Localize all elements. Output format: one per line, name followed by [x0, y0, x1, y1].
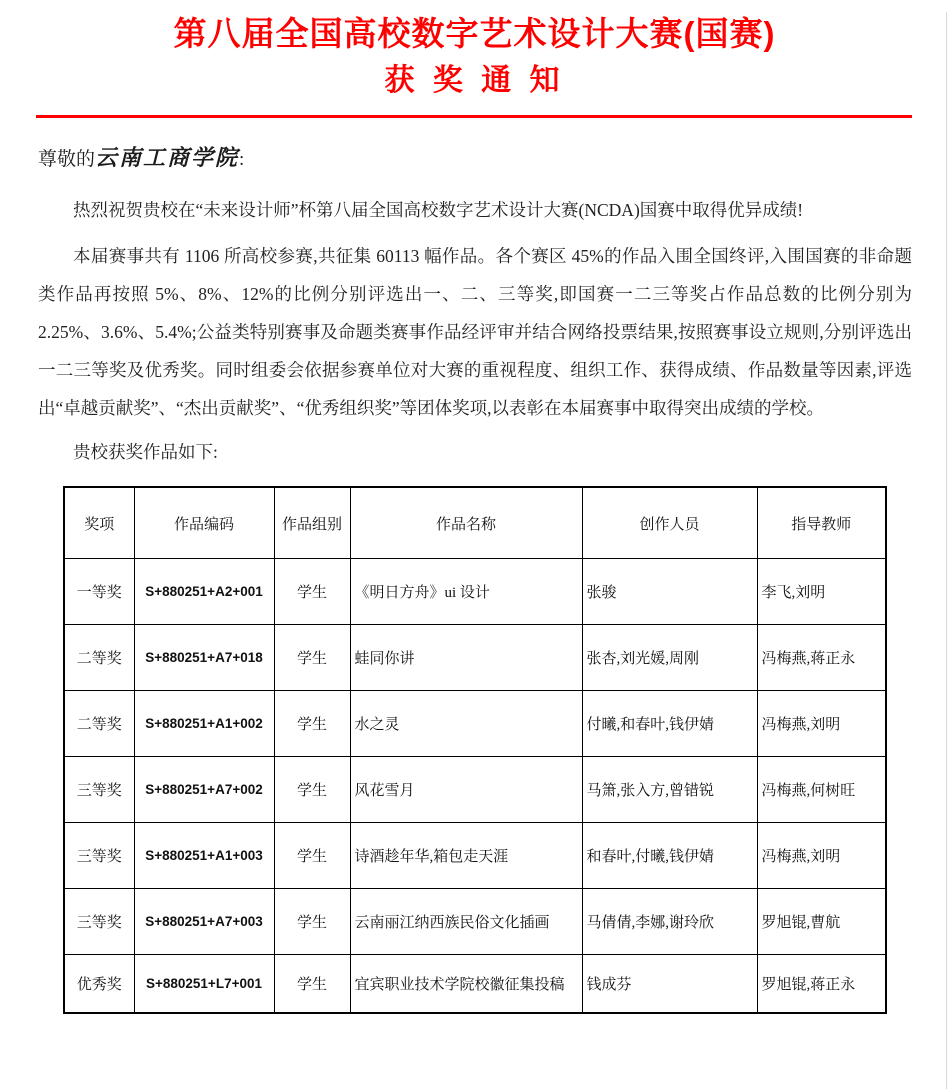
notice-subtitle: 获 奖 通 知	[384, 64, 565, 97]
code-cell: S+880251+A1+002	[134, 691, 274, 757]
award-cell: 一等奖	[64, 559, 134, 625]
competition-stats-paragraph: 本届赛事共有 1106 所高校参赛,共征集 60113 幅作品。各个赛区 45%的作品入围全国终评,入围国赛的非命题类作品再按照 5%、8%、12%的比例分别评选出一、二、三等奖,即国赛一二三等奖占作品总数的比例分别为 2.25%、3.6%、5.4%;公益类特别赛事及命题类赛事作品经评审并结合网络投票结果,按照赛事设立规则,分别评选出一二三等奖及优秀奖。同时组委会依据参赛单位对大赛的重视程度、组织工作、获得成绩、作品数量等因素,评选出“卓越贡献奖”、“杰出贡献奖”、“优秀组织奖”等团体奖项,以表彰在本届赛事中取得突出成绩的学校。	[38, 246, 912, 418]
table-row	[64, 691, 886, 757]
creators-cell: 马箫,张入方,曾错锐	[582, 757, 757, 823]
award-cell: 优秀奖	[64, 955, 134, 1013]
award-cell: 二等奖	[64, 625, 134, 691]
teachers-cell: 罗旭锟,曹航	[757, 889, 886, 955]
teachers-cell: 冯梅燕,何树旺	[757, 757, 886, 823]
table-header-row	[64, 487, 886, 559]
work-title-cell: 云南丽江纳西族民俗文化插画	[350, 889, 582, 955]
table-row	[64, 889, 886, 955]
work-title-cell: 《明日方舟》ui 设计	[350, 559, 582, 625]
teachers-cell: 冯梅燕,刘明	[757, 823, 886, 889]
school-name: 云南工商学院	[95, 145, 240, 170]
group-cell: 学生	[274, 625, 350, 691]
group-cell: 学生	[274, 559, 350, 625]
header-work: 作品名称	[350, 487, 582, 559]
creators-cell: 和春叶,付曦,钱伊婧	[582, 823, 757, 889]
creators-cell: 张骏	[582, 559, 757, 625]
group-cell: 学生	[274, 889, 350, 955]
award-cell: 三等奖	[64, 889, 134, 955]
greeting-prefix: 尊敬的	[38, 149, 96, 170]
teachers-cell: 李飞,刘明	[757, 559, 886, 625]
group-cell: 学生	[274, 757, 350, 823]
header-code: 作品编码	[134, 487, 274, 559]
congratulations-paragraph: 热烈祝贺贵校在“未来设计师”杯第八届全国高校数字艺术设计大赛(NCDA)国赛中取得优异成绩!	[73, 200, 804, 220]
awards-intro-line: 贵校获奖作品如下:	[73, 442, 218, 462]
award-cell: 三等奖	[64, 757, 134, 823]
code-cell: S+880251+A7+002	[134, 757, 274, 823]
code-cell: S+880251+L7+001	[134, 955, 274, 1013]
work-title-cell: 蛙同你讲	[350, 625, 582, 691]
table-row	[64, 955, 886, 1013]
creators-cell: 付曦,和春叶,钱伊婧	[582, 691, 757, 757]
header-award: 奖项	[64, 487, 134, 559]
code-cell: S+880251+A1+003	[134, 823, 274, 889]
work-title-cell: 水之灵	[350, 691, 582, 757]
code-cell: S+880251+A7+003	[134, 889, 274, 955]
awards-table	[63, 486, 887, 1014]
title-divider-rule	[36, 115, 912, 118]
header-creators: 创作人员	[582, 487, 757, 559]
group-cell: 学生	[274, 823, 350, 889]
creators-cell: 马倩倩,李娜,谢玲欣	[582, 889, 757, 955]
group-cell: 学生	[274, 691, 350, 757]
table-row	[64, 757, 886, 823]
teachers-cell: 冯梅燕,刘明	[757, 691, 886, 757]
creators-cell: 张杏,刘光媛,周刚	[582, 625, 757, 691]
header-teachers: 指导教师	[757, 487, 886, 559]
greeting-line	[38, 143, 911, 175]
table-row	[64, 823, 886, 889]
notice-title: 第八届全国高校数字艺术设计大赛(国赛)	[173, 15, 776, 52]
greeting-colon: :	[239, 149, 245, 170]
award-cell: 二等奖	[64, 691, 134, 757]
creators-cell: 钱成芬	[582, 955, 757, 1013]
table-row	[64, 625, 886, 691]
award-cell: 三等奖	[64, 823, 134, 889]
code-cell: S+880251+A7+018	[134, 625, 274, 691]
code-cell: S+880251+A2+001	[134, 559, 274, 625]
work-title-cell: 宜宾职业技术学院校徽征集投稿	[350, 955, 582, 1013]
page-edge-line	[946, 12, 947, 1089]
work-title-cell: 风花雪月	[350, 757, 582, 823]
work-title-cell: 诗酒趁年华,箱包走天涯	[350, 823, 582, 889]
group-cell: 学生	[274, 955, 350, 1013]
header-group: 作品组别	[274, 487, 350, 559]
teachers-cell: 罗旭锟,蒋正永	[757, 955, 886, 1013]
teachers-cell: 冯梅燕,蒋正永	[757, 625, 886, 691]
table-row	[64, 559, 886, 625]
notice-document	[0, 12, 949, 1089]
